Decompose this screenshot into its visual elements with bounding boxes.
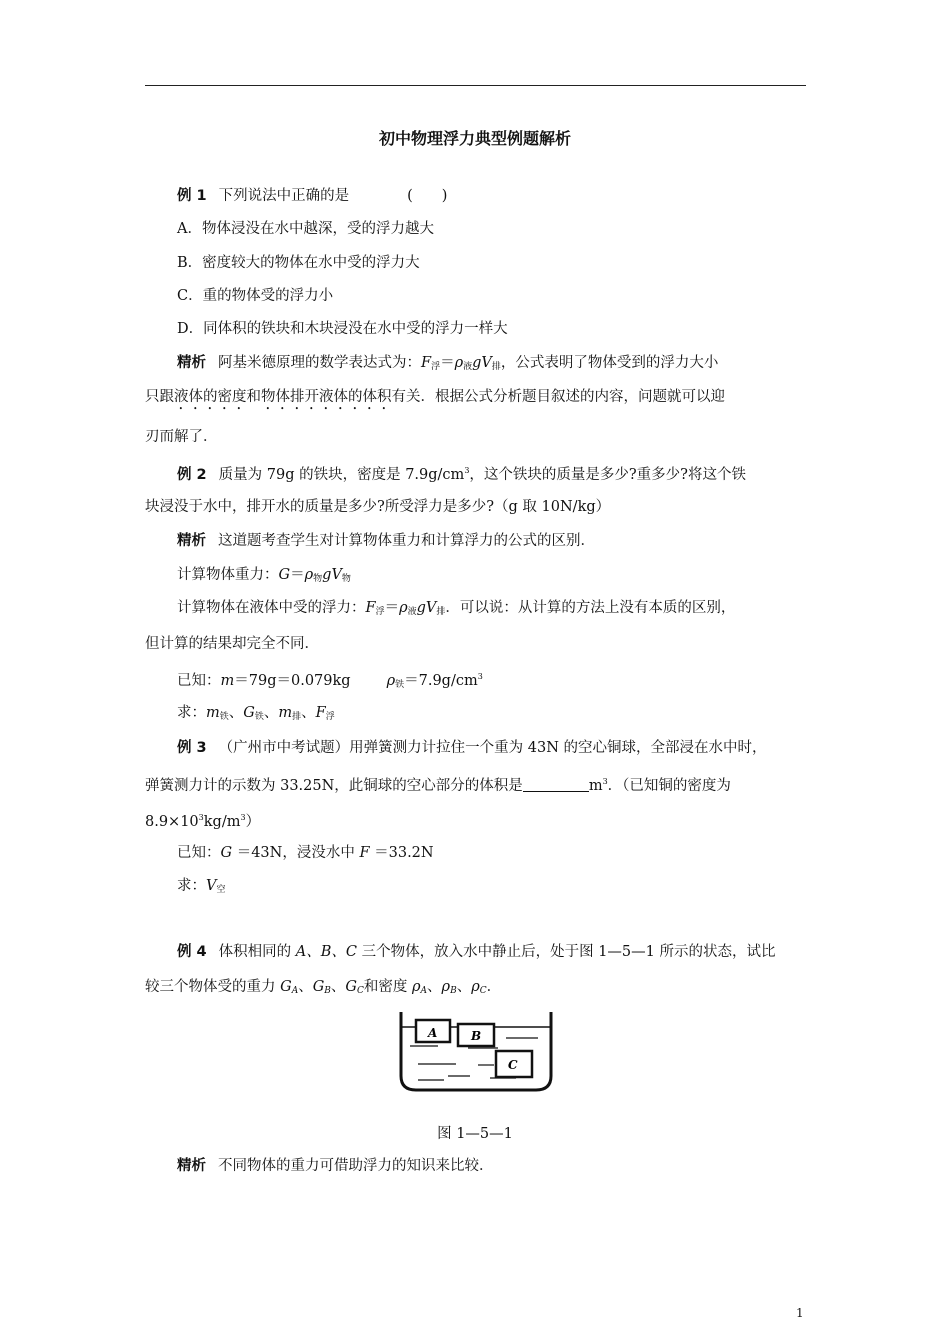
emphasis-displaced-volume: 物体排开液体的体积 (261, 389, 392, 405)
ex4-label: 例 4 (177, 944, 207, 960)
ex2-weight-formula: 计算物体重力：$G=\rho_物gV_物$ (177, 567, 351, 584)
ex1-paren: ( ) (407, 188, 448, 204)
ex1-analysis-line3: 刃而解了． (145, 429, 218, 445)
block-b-label: B (471, 1029, 482, 1043)
ex2-analysis-label: 精析 (177, 533, 206, 549)
ex3-question-line2: 弹簧测力计的示数为 33.25N，此铜球的空心部分的体积是 $m^3$．（已知铜的密度为 (145, 777, 731, 794)
ex4-analysis: 精析 不同物体的重力可借助浮力的知识来比较． (177, 1158, 494, 1174)
block-a-label: A (428, 1026, 438, 1040)
ex3-question-line3: $8.9\times 10^3kg/m^3$） (145, 813, 261, 830)
ex2-question-line1: 例 2 质量为 79g 的铁块，密度是 $7.9g/cm^3$，这个铁块的质量是多少?重多少?将这个铁 (177, 466, 746, 483)
figure-caption: 图 1—5—1 (437, 1126, 513, 1142)
header-rule (145, 85, 806, 86)
ex2-conclusion: 但计算的结果却完全不同． (145, 636, 319, 652)
ex3-known: 已知：G ＝43N，浸没水中 F ＝33.2N (177, 845, 434, 861)
block-c-label: C (508, 1058, 518, 1072)
ex4-question-line2: 较三个物体受的重力 $G_A$、$G_B$、$G_C$和密度 $\rho_A$、$\rho_B$、$\rho_C$． (145, 979, 502, 996)
ex4-analysis-label: 精析 (177, 1158, 206, 1174)
page-title: 初中物理浮力典型例题解析 (378, 129, 571, 148)
ex1-option-a: A．物体浸没在水中越深，受的浮力越大 (177, 221, 434, 237)
ex3-question-line1: 例 3 （广州市中考试题）用弹簧测力计拉住一个重为 43N 的空心铜球，全部浸在水中时， (177, 740, 767, 756)
ex4-question-line1: 例 4 体积相同的 A、B、C 三个物体，放入水中静止后，处于图 1—5—1 所示的状态，试比 (177, 944, 776, 960)
ex1-analysis-line2: 只跟液体的密度和物体排开液体的体积有关．根据公式分析题目叙述的内容，问题就可以迎 (145, 389, 725, 405)
ex2-analysis: 精析 这道题考查学生对计算物体重力和计算浮力的公式的区别． (177, 533, 595, 549)
page-number: 1 (796, 1306, 804, 1320)
ex3-label: 例 3 (177, 740, 207, 756)
ex1-analysis-line1: 精析 阿基米德原理的数学表达式为：$F_浮=\rho_液gV_排$，公式表明了物体受到的浮力大小 (177, 355, 719, 372)
ex1-option-b: B．密度较大的物体在水中受的浮力大 (177, 255, 420, 271)
ex2-label: 例 2 (177, 467, 207, 483)
water-container-figure (398, 1010, 554, 1096)
ex1-option-d: D．同体积的铁块和木块浸没在水中受的浮力一样大 (177, 321, 508, 337)
ex1-question (177, 186, 447, 206)
ex3-find: 求：$V_空$ (177, 878, 226, 895)
emphasis-liquid-density: 液体的密度 (174, 389, 247, 405)
ex2-find: 求：$m_铁$、$G_铁$、$m_排$、$F_浮$ (177, 705, 335, 722)
ex2-buoyancy-formula: 计算物体在液体中受的浮力：$F_浮=\rho_液gV_排$．可以说：从计算的方法上没有本质的区别， (177, 600, 736, 617)
ex2-question-line2: 块浸没于水中，排开水的质量是多少?所受浮力是多少?（g 取 10N/kg） (145, 499, 611, 515)
ex1-option-c: C．重的物体受的浮力小 (177, 288, 334, 304)
ex1-label: 例 1 (177, 188, 207, 204)
ex1-question-text: 下列说法中正确的是 (218, 188, 350, 204)
answer-blank (523, 777, 589, 792)
ex2-known: 已知：m＝79g＝0.079kg $\rho_铁=7.9g/cm^3$ (177, 672, 483, 690)
ex1-analysis-label: 精析 (177, 355, 206, 371)
